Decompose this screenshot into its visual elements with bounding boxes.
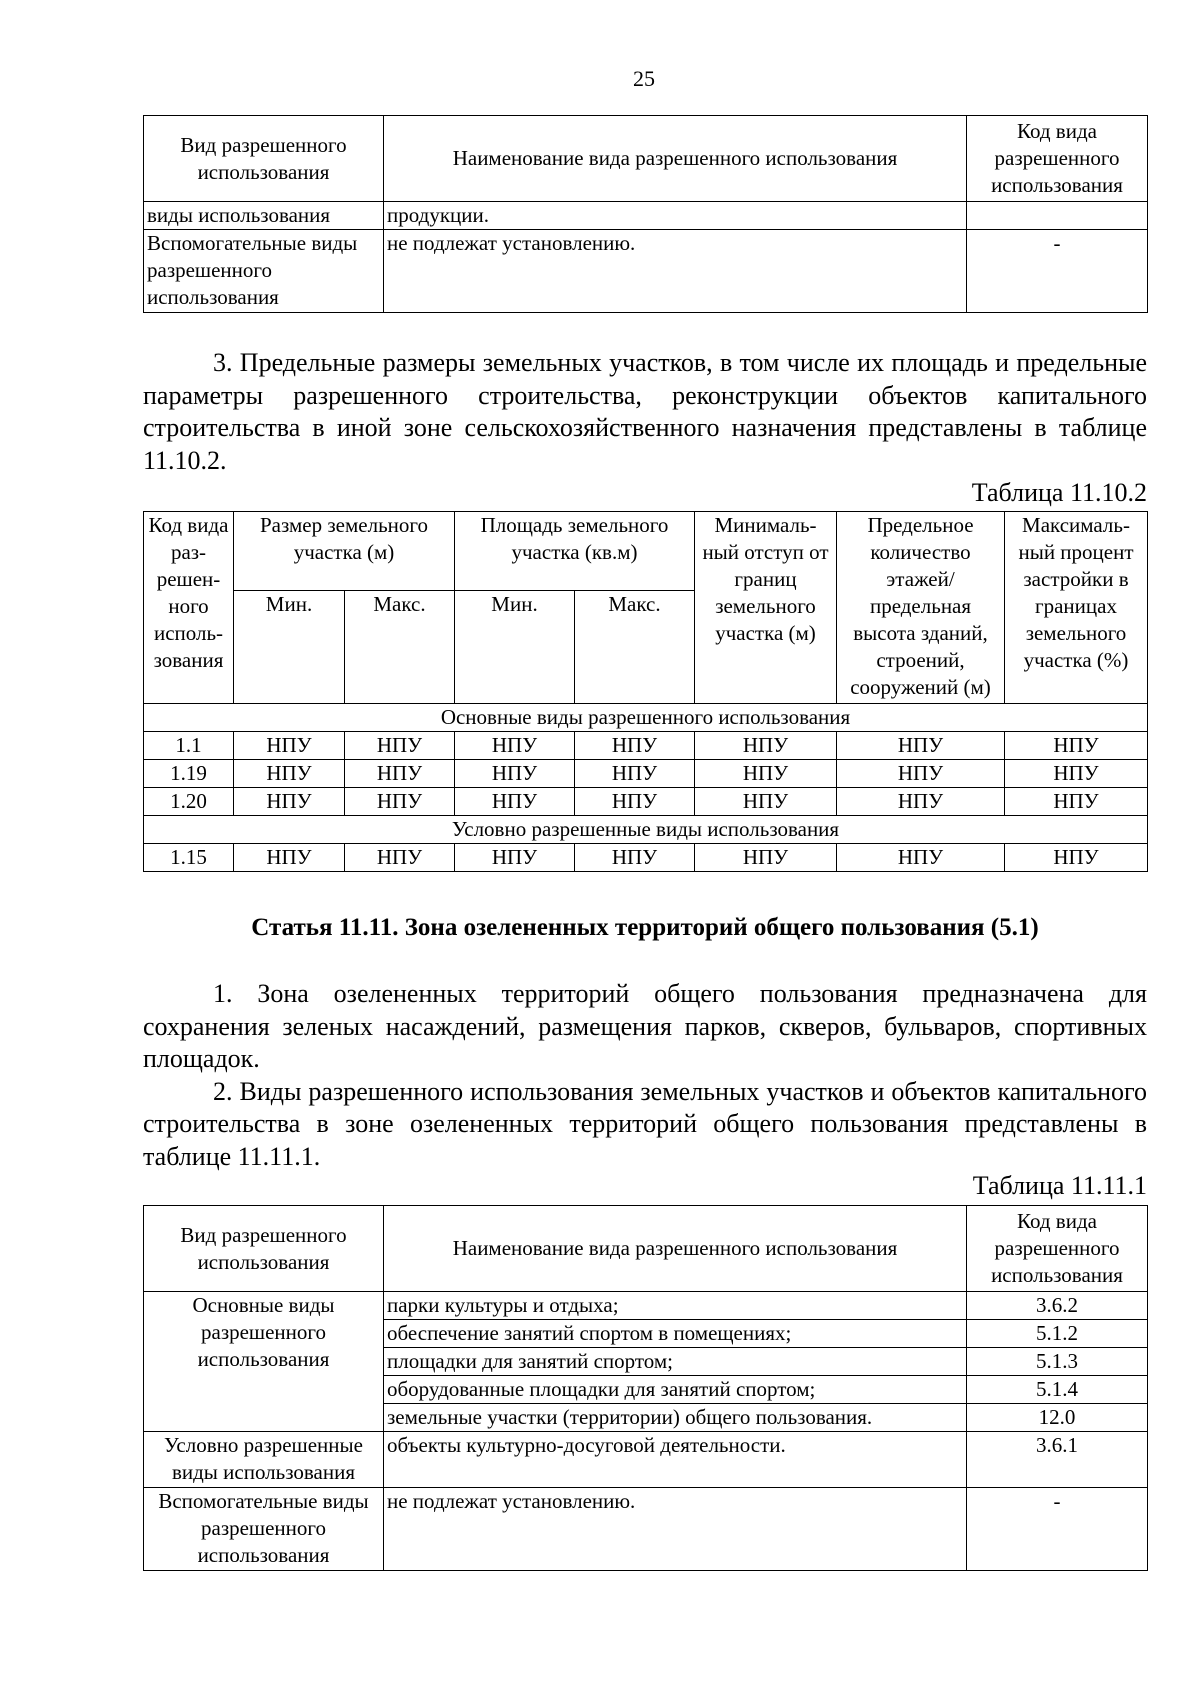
value-cell: НПУ	[575, 844, 695, 872]
value-cell: НПУ	[1005, 844, 1148, 872]
use-name-cell: обеспечение занятий спортом в помещениях;	[384, 1320, 967, 1348]
use-name-cell: оборудованные площадки для занятий спортом;	[384, 1376, 967, 1404]
header-max-floors: Предельное количество этажей/ предельная высота зданий, строений, сооружений (м)	[837, 512, 1005, 704]
use-code-cell: 5.1.4	[967, 1376, 1148, 1404]
value-cell: НПУ	[837, 732, 1005, 760]
use-code-cell: 5.1.2	[967, 1320, 1148, 1348]
value-cell: НПУ	[837, 788, 1005, 816]
use-kind-conditional: Условно разрешенные виды использования	[144, 1432, 384, 1488]
value-cell: НПУ	[455, 844, 575, 872]
use-name-cell: не подлежат установлению.	[384, 230, 967, 313]
header-plot-size: Размер земельного участка (м)	[234, 512, 455, 591]
use-name-cell: площадки для занятий спортом;	[384, 1348, 967, 1376]
header-use-name: Наименование вида разрешенного использования	[384, 116, 967, 202]
value-cell: НПУ	[1005, 788, 1148, 816]
value-cell: НПУ	[345, 732, 455, 760]
use-name-cell: парки культуры и отдыха;	[384, 1292, 967, 1320]
value-cell: НПУ	[345, 788, 455, 816]
section-conditional-uses: Условно разрешенные виды использования	[144, 816, 1148, 844]
permitted-use-table-continued	[143, 115, 1148, 313]
table-row	[144, 1292, 1148, 1320]
header-size-max: Макс.	[345, 591, 455, 704]
value-cell: НПУ	[234, 732, 345, 760]
value-cell: НПУ	[234, 844, 345, 872]
value-cell: НПУ	[575, 760, 695, 788]
value-cell: НПУ	[345, 760, 455, 788]
use-name-cell: продукции.	[384, 202, 967, 230]
paragraph-2: 2. Виды разрешенного использования земельных участков и объектов капитального строительства в зоне озелененных территорий общего пользования представлены в таблице 11.11.1.	[143, 1076, 1147, 1171]
use-code-cell: 3.6.2	[967, 1292, 1148, 1320]
paragraph-3	[143, 347, 1147, 477]
value-cell: НПУ	[837, 844, 1005, 872]
code-cell: 1.20	[144, 788, 234, 816]
value-cell: НПУ	[695, 844, 837, 872]
use-code-cell: 12.0	[967, 1404, 1148, 1432]
value-cell: НПУ	[455, 732, 575, 760]
use-name-cell: объекты культурно-досуговой деятельности.	[384, 1432, 967, 1488]
header-use-code: Код вида разрешенного использования	[967, 116, 1148, 202]
value-cell: НПУ	[837, 760, 1005, 788]
table-row	[144, 760, 1148, 788]
value-cell: НПУ	[695, 732, 837, 760]
value-cell: НПУ	[455, 760, 575, 788]
header-size-min: Мин.	[234, 591, 345, 704]
value-cell: НПУ	[345, 844, 455, 872]
table-row	[144, 230, 1148, 313]
header-use-kind: Вид разрешенного использования	[144, 1206, 384, 1292]
header-area-min: Мин.	[455, 591, 575, 704]
use-kind-cell: Вспомогательные виды разрешенного использования	[144, 230, 384, 313]
paragraph-1: 1. Зона озелененных территорий общего пользования предназначена для сохранения зеленых насаждений, размещения парков, скверов, бульваров, спортивных площадок.	[143, 979, 1147, 1073]
header-use-name: Наименование вида разрешенного использования	[384, 1206, 967, 1292]
table-row	[144, 844, 1148, 872]
header-area-max: Макс.	[575, 591, 695, 704]
table-caption-11-11-1: Таблица 11.11.1	[972, 1171, 1147, 1200]
use-code-cell: -	[967, 1488, 1148, 1571]
value-cell: НПУ	[575, 732, 695, 760]
code-cell: 1.1	[144, 732, 234, 760]
header-min-offset: Минималь-ный отступ от границ земельного участка (м)	[695, 512, 837, 704]
table-row	[144, 1488, 1148, 1571]
value-cell: НПУ	[1005, 760, 1148, 788]
header-max-coverage: Максималь-ный процент застройки в границах земельного участка (%)	[1005, 512, 1148, 704]
page-number: 25	[633, 66, 655, 91]
use-name-cell: земельные участки (территории) общего пользования.	[384, 1404, 967, 1432]
paragraphs-article-11-11	[143, 978, 1147, 1173]
section-main-uses: Основные виды разрешенного использования	[144, 704, 1148, 732]
use-code-cell: -	[967, 230, 1148, 313]
code-cell: 1.19	[144, 760, 234, 788]
value-cell: НПУ	[695, 788, 837, 816]
use-name-cell: не подлежат установлению.	[384, 1488, 967, 1571]
value-cell: НПУ	[234, 788, 345, 816]
header-plot-area: Площадь земельного участка (кв.м)	[455, 512, 695, 591]
table-row	[144, 202, 1148, 230]
value-cell: НПУ	[575, 788, 695, 816]
plot-parameters-table	[143, 511, 1148, 872]
value-cell: НПУ	[1005, 732, 1148, 760]
use-code-cell: 5.1.3	[967, 1348, 1148, 1376]
header-use-kind: Вид разрешенного использования	[144, 116, 384, 202]
use-kind-auxiliary: Вспомогательные виды разрешенного использования	[144, 1488, 384, 1571]
header-code: Код вида раз-решен-ного исполь-зования	[144, 512, 234, 704]
use-kind-cell: виды использования	[144, 202, 384, 230]
use-kind-main: Основные виды разрешенного использования	[144, 1292, 384, 1432]
paragraph-3-text: 3. Предельные размеры земельных участков, в том числе их площадь и предельные параметры разрешенного строительства, реконструкции объектов капитального строительства в иной зоне сельскохозяйственного назначения представлены в таблице 11.10.2.	[143, 348, 1147, 475]
table-row	[144, 732, 1148, 760]
use-code-cell: 3.6.1	[967, 1432, 1148, 1488]
table-caption-11-10-2: Таблица 11.10.2	[971, 478, 1147, 507]
value-cell: НПУ	[695, 760, 837, 788]
article-heading: Статья 11.11. Зона озелененных территорий общего пользования (5.1)	[251, 914, 1039, 941]
use-code-cell	[967, 202, 1148, 230]
value-cell: НПУ	[234, 760, 345, 788]
value-cell: НПУ	[455, 788, 575, 816]
header-use-code: Код вида разрешенного использования	[967, 1206, 1148, 1292]
green-zone-uses-table	[143, 1205, 1148, 1571]
table-row	[144, 1432, 1148, 1488]
code-cell: 1.15	[144, 844, 234, 872]
table-row	[144, 788, 1148, 816]
